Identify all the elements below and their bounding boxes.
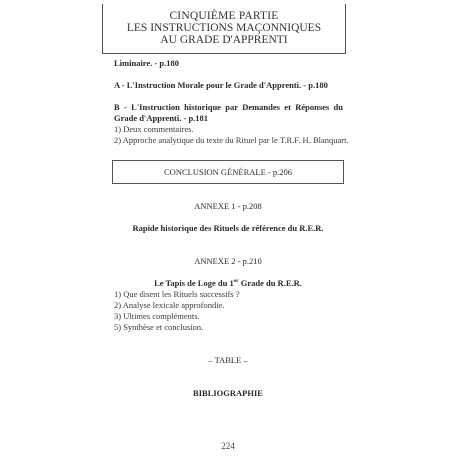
annexe-2-item-1: 1) Que disent les Rituels successifs ?	[114, 289, 240, 299]
section-a-entry: A - L'Instruction Morale pour le Grade d'Apprenti. - p.180	[114, 80, 328, 90]
liminaire-entry: Liminaire. - p.180	[114, 58, 180, 68]
part-header-box	[102, 4, 346, 54]
bibliography-label: BIBLIOGRAPHIE	[193, 388, 263, 398]
annexe-2-item-2: 2) Analyse lexicale approfondie.	[114, 300, 225, 310]
annexe-2-subtitle-end: Grade du R.E.R.	[238, 278, 302, 288]
annexe-2-heading: ANNEXE 2 - p.210	[194, 256, 262, 266]
page-number: 224	[221, 441, 235, 451]
annexe-2-subtitle-main: Le Tapis de Loge du 1	[154, 278, 234, 288]
part-subtitle-line-1: LES INSTRUCTIONS MAÇONNIQUES	[126, 22, 322, 34]
section-b-item-1: 1) Deux commentaires.	[114, 124, 194, 134]
conclusion-box	[112, 160, 344, 184]
section-b-item-2: 2) Approche analytique du texte du Rituel par le T.R.F. H. Blanquart.	[114, 135, 349, 145]
part-subtitle-line-2: AU GRADE D'APPRENTI	[160, 34, 288, 46]
section-b-entry: B - L'Instruction historique par Demandes et Réponses du Grade d'Apprenti. - p.181	[114, 102, 343, 123]
conclusion-entry: CONCLUSION GÉNÉRALE - p.206	[164, 167, 292, 177]
annexe-2-subtitle	[102, 278, 354, 289]
part-title: CINQUIÈME PARTIE	[169, 10, 279, 22]
annexe-1-heading: ANNEXE 1 - p.208	[194, 201, 262, 211]
annexe-2-subtitle-sup: er	[233, 278, 239, 285]
table-label: – TABLE –	[208, 355, 248, 365]
annexe-2-item-4: 5) Synthèse et conclusion.	[114, 322, 204, 332]
annexe-1-subtitle: Rapide historique des Rituels de référence du R.E.R.	[132, 223, 324, 233]
annexe-2-item-3: 3) Ultimes compléments.	[114, 311, 200, 321]
